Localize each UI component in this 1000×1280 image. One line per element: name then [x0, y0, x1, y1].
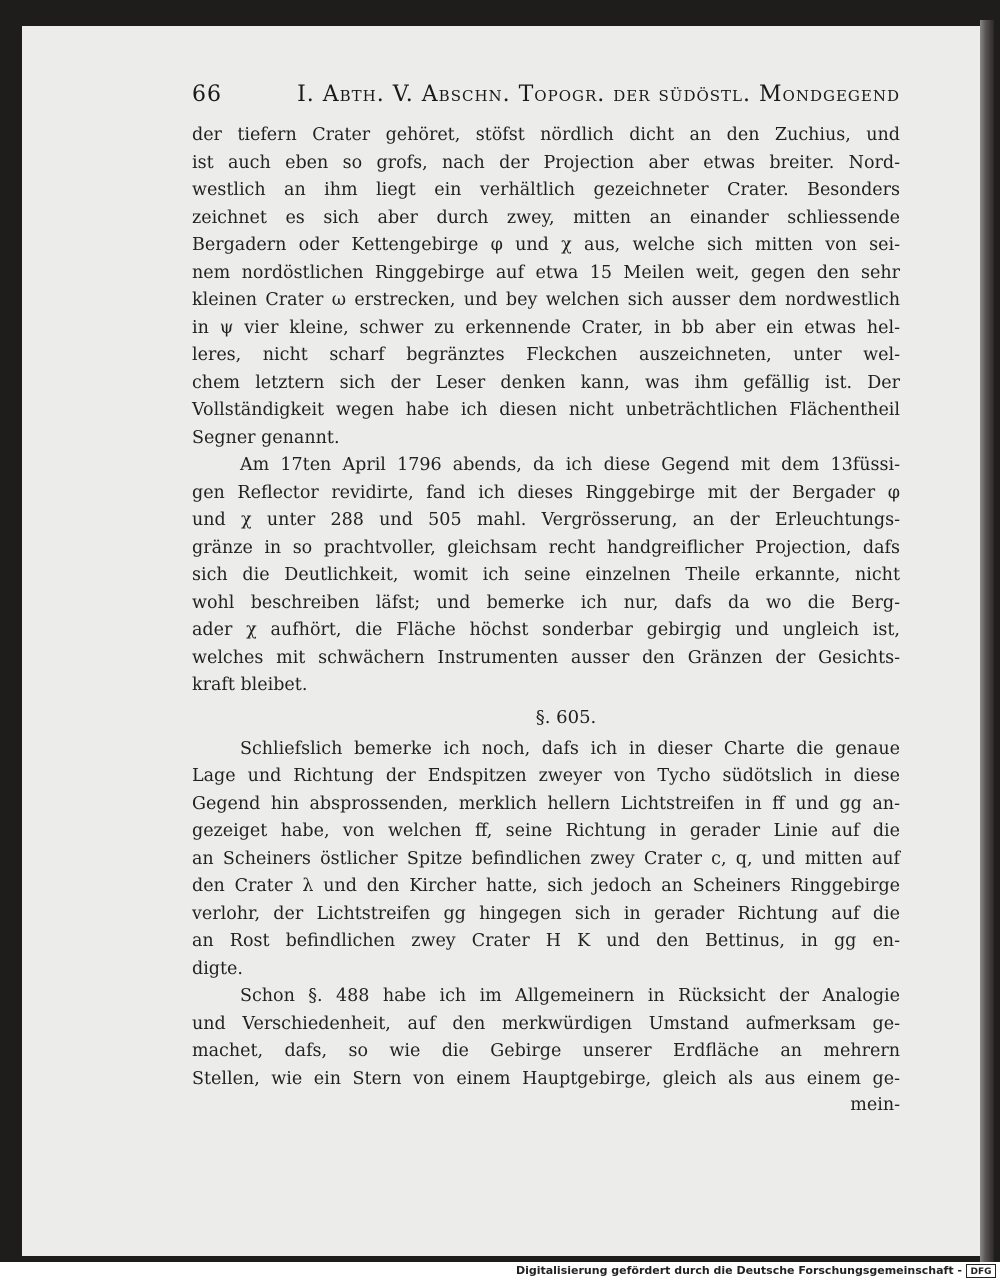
paragraph-3: [192, 736, 900, 984]
text-line: wohl beschreiben läfst; und bemerke ich nur, dafs da wo die Berg-: [192, 592, 900, 613]
text-line: an Scheiners östlicher Spitze befindlichen zwey Crater c, q, und mitten auf: [192, 848, 900, 869]
text-line: in ψ vier kleine, schwer zu erkennende Crater, in bb aber ein etwas hel-: [192, 317, 900, 338]
text-line: gränze in so prachtvoller, gleichsam recht handgreiflicher Projection, dafs: [192, 537, 900, 558]
text-line: kleinen Crater ω erstrecken, und bey welchen sich ausser dem nordwestlich: [192, 290, 900, 310]
text-line: Segner genannt.: [192, 427, 340, 448]
text-line: Vollständigkeit wegen habe ich diesen nicht unbeträchtlichen Flächentheil: [192, 400, 900, 420]
catchword: mein-: [850, 1095, 900, 1115]
footer-credit: Digitalisierung gefördert durch die Deutsche Forschungsgemeinschaft -: [515, 1264, 962, 1277]
text-line: leres, nicht scharf begränztes Fleckchen auszeichneten, unter wel-: [192, 345, 900, 365]
text-line: an Rost befindlichen zwey Crater H K und den Bettinus, in gg en-: [192, 931, 900, 951]
text-line: Am 17ten April 1796 abends, da ich diese Gegend mit dem 13füssi-: [240, 455, 900, 475]
text-line: Schon §. 488 habe ich im Allgemeinern in Rücksicht der Analogie: [240, 986, 900, 1006]
text-line: ader χ aufhört, die Fläche höchst sonderbar gebirgig und ungleich ist,: [192, 620, 900, 640]
text-line: der tiefern Crater gehöret, stöfst nördlich dicht an den Zuchius, und: [192, 125, 900, 145]
text-line: gezeiget habe, von welchen ff, seine Richtung in gerader Linie auf die: [192, 821, 900, 841]
text-line: kraft bleibet.: [192, 675, 308, 695]
text-line: gen Reflector revidirte, fand ich dieses Ringgebirge mit der Bergader φ: [192, 482, 900, 503]
text-line: Gegend hin absprossenden, merklich hellern Lichtstreifen in ff und gg an-: [192, 793, 900, 814]
page-edge-shadow: [980, 20, 994, 1262]
text-line: verlohr, der Lichtstreifen gg hingegen sich in gerader Richtung auf die: [192, 903, 900, 924]
text-line: ist auch eben so grofs, nach der Projection aber etwas breiter. Nord-: [192, 152, 900, 173]
paragraph-1: [192, 122, 900, 452]
running-head: [192, 82, 900, 122]
text-line: Lage und Richtung der Endspitzen zweyer von Tycho südötslich in diese: [192, 766, 900, 786]
dfg-logo-icon: DFG: [966, 1264, 996, 1278]
paragraph-4: [192, 983, 900, 1093]
text-line: zeichnet es sich aber durch zwey, mitten an einander schliessende: [192, 207, 900, 228]
text-line: nem nordöstlichen Ringgebirge auf etwa 15 Meilen weit, gegen den sehr: [192, 262, 900, 283]
text-line: den Crater λ und den Kircher hatte, sich jedoch an Scheiners Ringgebirge: [192, 876, 900, 896]
section-heading: §. 605.: [535, 706, 597, 728]
running-head-title: I. Abth. V. Abschn. Topogr. der südöstl. Mondgegend: [297, 82, 900, 107]
text-column: [192, 82, 900, 1117]
text-line: westlich an ihm liegt ein verhältlich gezeichneter Crater. Besonders: [192, 180, 900, 200]
text-line: Bergadern oder Kettengebirge φ und χ aus, welche sich mitten von sei-: [192, 235, 900, 255]
text-line: machet, dafs, so wie die Gebirge unserer Erdfläche an mehrern: [192, 1041, 900, 1061]
text-line: sich die Deutlichkeit, womit ich seine einzelnen Theile erkannte, nicht: [192, 565, 900, 585]
text-line: und Verschiedenheit, auf den merkwürdigen Umstand aufmerksam ge-: [192, 1013, 900, 1034]
text-line: digte.: [192, 958, 243, 979]
text-line: Schliefslich bemerke ich noch, dafs ich in dieser Charte die genaue: [240, 738, 900, 759]
paragraph-2: [192, 452, 900, 700]
text-line: chem letztern sich der Leser denken kann, was ihm gefällig ist. Der: [192, 372, 900, 393]
page-number: 66: [192, 82, 222, 107]
text-line: welches mit schwächern Instrumenten ausser den Gränzen der Gesichts-: [192, 647, 900, 668]
text-line: und χ unter 288 und 505 mahl. Vergrösserung, an der Erleuchtungs-: [192, 510, 900, 530]
text-line: Stellen, wie ein Stern von einem Hauptgebirge, gleich als aus einem ge-: [192, 1068, 900, 1089]
